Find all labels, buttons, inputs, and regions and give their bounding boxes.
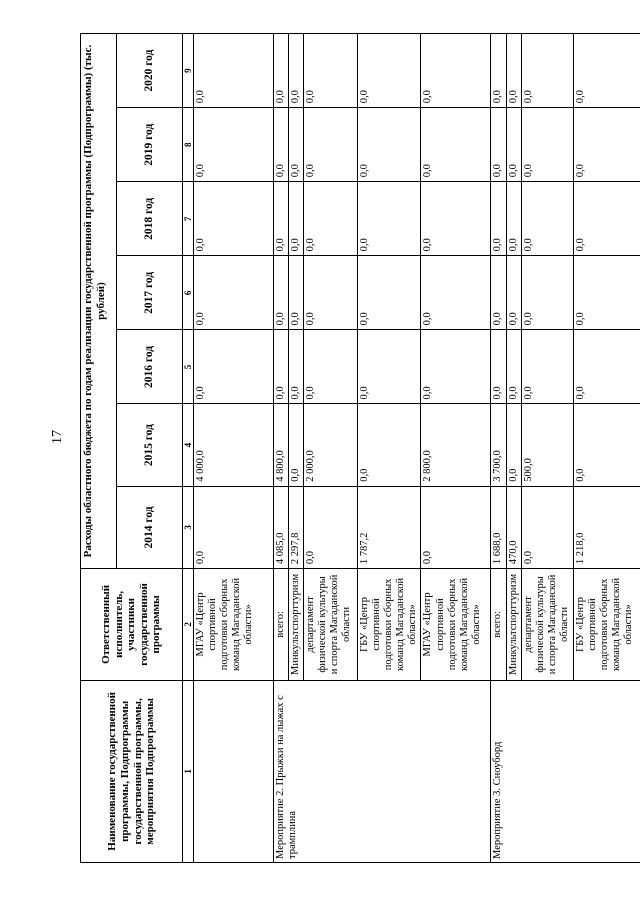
value-cell: 0,0 (573, 330, 640, 404)
value-cell: 0,0 (274, 256, 289, 330)
value-cell: 0,0 (274, 330, 289, 404)
value-cell: 0,0 (304, 330, 358, 404)
value-cell: 0,0 (573, 108, 640, 182)
column-number: 6 (183, 256, 194, 330)
value-cell: 1 688,0 (491, 486, 506, 568)
value-cell: 0,0 (521, 330, 573, 404)
value-cell: 0,0 (194, 182, 274, 256)
column-number: 3 (183, 486, 194, 568)
value-cell: 0,0 (358, 34, 421, 108)
value-cell: 4 800,0 (274, 404, 289, 486)
value-cell: 0,0 (421, 486, 491, 568)
header-year: 2017 год (117, 256, 183, 330)
header-year: 2014 год (117, 486, 183, 568)
value-cell: 0,0 (573, 34, 640, 108)
value-cell: 0,0 (274, 182, 289, 256)
value-cell: 0,0 (194, 486, 274, 568)
value-cell: 0,0 (194, 256, 274, 330)
value-cell: 0,0 (573, 182, 640, 256)
value-cell: 0,0 (289, 330, 304, 404)
value-cell: 4 085,0 (274, 486, 289, 568)
executor-cell: Минкультспорттуризм (506, 569, 521, 681)
value-cell: 0,0 (289, 34, 304, 108)
executor-cell: всего: (491, 569, 506, 681)
value-cell: 0,0 (421, 330, 491, 404)
value-cell: 0,0 (358, 108, 421, 182)
rotated-table-container (80, 33, 640, 863)
executor-cell: департамент физической культуры и спорта Магаданской области (521, 569, 573, 681)
value-cell: 0,0 (421, 182, 491, 256)
value-cell: 0,0 (274, 108, 289, 182)
page-number: 17 (50, 430, 65, 444)
table-row (194, 34, 274, 863)
budget-table (80, 33, 640, 863)
value-cell: 0,0 (358, 404, 421, 486)
value-cell: 0,0 (491, 34, 506, 108)
column-number: 7 (183, 182, 194, 256)
value-cell: 0,0 (304, 486, 358, 568)
value-cell: 0,0 (573, 256, 640, 330)
column-number: 9 (183, 34, 194, 108)
value-cell: 0,0 (358, 330, 421, 404)
column-number: 2 (183, 569, 194, 681)
value-cell: 0,0 (491, 330, 506, 404)
value-cell: 3 700,0 (491, 404, 506, 486)
column-number: 8 (183, 108, 194, 182)
value-cell: 0,0 (289, 182, 304, 256)
value-cell: 0,0 (421, 256, 491, 330)
executor-cell: ГБУ «Центр спортивной подготовки сборных команд Магаданской области» (358, 569, 421, 681)
value-cell: 1 787,2 (358, 486, 421, 568)
value-cell: 0,0 (506, 108, 521, 182)
activity-name-cell (194, 680, 274, 862)
header-name: Наименование государственной программы, Подпрограммы государственной программы, мероприятия Подпрограммы (81, 680, 183, 862)
executor-cell: МГАУ «Центр спортивной подготовки сборных команд Магаданской области» (421, 569, 491, 681)
executor-cell: всего: (274, 569, 289, 681)
value-cell: 0,0 (521, 34, 573, 108)
value-cell: 0,0 (506, 404, 521, 486)
column-number: 4 (183, 404, 194, 486)
value-cell: 0,0 (289, 108, 304, 182)
header-expenses: Расходы областного бюджета по годам реализации государственной программы (Подпрограммы) (тыс. рублей) (81, 34, 117, 569)
value-cell: 0,0 (521, 256, 573, 330)
value-cell: 0,0 (506, 34, 521, 108)
value-cell: 0,0 (521, 486, 573, 568)
header-year: 2019 год (117, 108, 183, 182)
value-cell: 2 297,8 (289, 486, 304, 568)
value-cell: 0,0 (506, 330, 521, 404)
value-cell: 0,0 (304, 256, 358, 330)
value-cell: 0,0 (421, 108, 491, 182)
value-cell: 2 000,0 (304, 404, 358, 486)
executor-cell: ГБУ «Центр спортивной подготовки сборных команд Магаданской области» (573, 569, 640, 681)
value-cell: 0,0 (491, 182, 506, 256)
value-cell: 0,0 (491, 108, 506, 182)
value-cell: 0,0 (506, 256, 521, 330)
value-cell: 0,0 (194, 34, 274, 108)
header-year: 2018 год (117, 182, 183, 256)
value-cell: 0,0 (358, 182, 421, 256)
value-cell: 0,0 (304, 34, 358, 108)
value-cell: 0,0 (274, 34, 289, 108)
value-cell: 2 800,0 (421, 404, 491, 486)
value-cell: 0,0 (358, 256, 421, 330)
column-number: 1 (183, 680, 194, 862)
activity-name-cell: Мероприятие 2. Прыжки на лыжах с трамплина (274, 680, 491, 862)
value-cell: 0,0 (421, 34, 491, 108)
table-row (274, 34, 289, 863)
value-cell: 500,0 (521, 404, 573, 486)
value-cell: 0,0 (194, 330, 274, 404)
header-year: 2020 год (117, 34, 183, 108)
value-cell: 0,0 (521, 108, 573, 182)
header-year: 2016 год (117, 330, 183, 404)
value-cell: 0,0 (194, 108, 274, 182)
executor-cell: Минкультспорттуризм (289, 569, 304, 681)
value-cell: 1 218,0 (573, 486, 640, 568)
executor-cell: департамент физической культуры и спорта Магаданской области (304, 569, 358, 681)
value-cell: 0,0 (289, 404, 304, 486)
header-year: 2015 год (117, 404, 183, 486)
value-cell: 0,0 (573, 404, 640, 486)
value-cell: 0,0 (491, 256, 506, 330)
activity-name-cell: Мероприятие 3. Сноуборд (491, 680, 640, 862)
header-executor: Ответственный исполнитель, участники государственной программы (81, 569, 183, 681)
value-cell: 0,0 (304, 108, 358, 182)
value-cell: 0,0 (506, 182, 521, 256)
value-cell: 0,0 (521, 182, 573, 256)
executor-cell: МГАУ «Центр спортивной подготовки сборных команд Магаданской области» (194, 569, 274, 681)
table-row (491, 34, 506, 863)
value-cell: 0,0 (304, 182, 358, 256)
value-cell: 4 000,0 (194, 404, 274, 486)
value-cell: 0,0 (289, 256, 304, 330)
column-number: 5 (183, 330, 194, 404)
value-cell: 470,0 (506, 486, 521, 568)
